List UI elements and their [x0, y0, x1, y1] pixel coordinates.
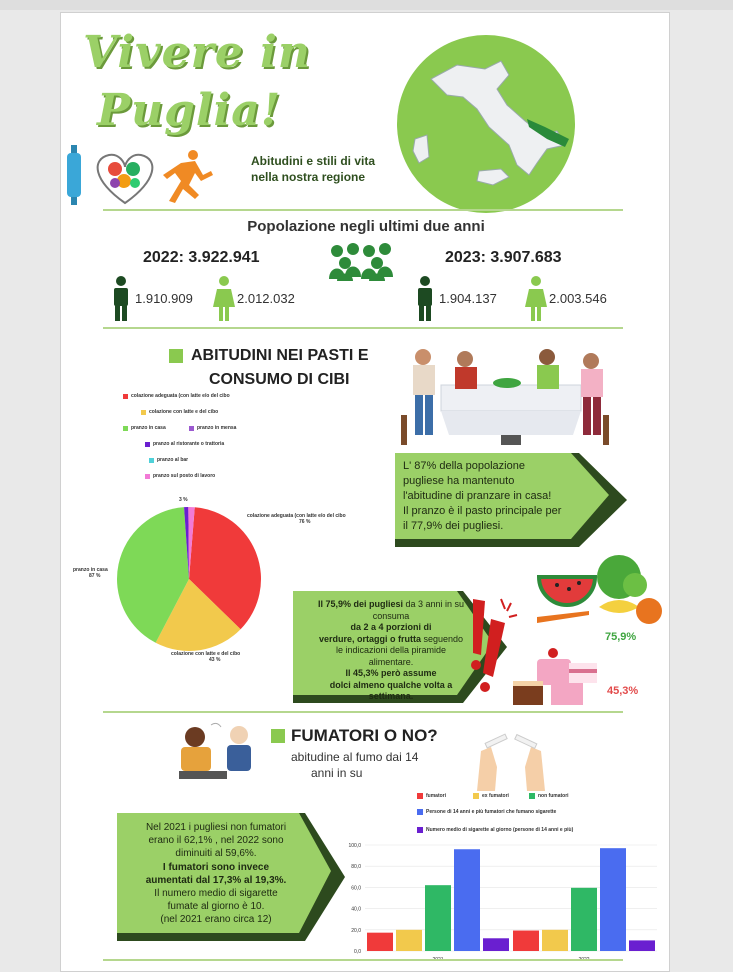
pie-value: 87 [89, 573, 95, 579]
smoking-subtitle-line2: anni in su [311, 766, 363, 780]
bold-text: settimana. [368, 691, 414, 701]
box1-line: pugliese ha mantenuto [403, 475, 515, 487]
bar [629, 940, 655, 951]
meals-box2-text [299, 599, 483, 703]
text: Il numero medio di sigarette [154, 888, 278, 900]
bar-legend-item [529, 793, 569, 799]
y-tick-label: 100,0 [348, 843, 361, 849]
infographic-page [60, 12, 670, 972]
box-line [123, 861, 309, 874]
sweets-illustration [507, 643, 607, 713]
legend-swatch [529, 793, 535, 799]
meals-box1-text [403, 459, 593, 534]
text: consuma [372, 610, 410, 621]
legend-label: colazione adeguata (con latte e/o del cibo [131, 393, 230, 399]
bold-text: dolci almeno qualche volta a [329, 679, 453, 690]
bar-legend-item [417, 793, 446, 799]
bar [483, 938, 509, 951]
pie-legend-item [141, 409, 218, 415]
legend-label: pranzo al bar [157, 457, 189, 463]
subtitle-line2: nella nostra regione [251, 170, 366, 184]
text: (nel 2021 erano circa 12) [160, 914, 272, 926]
pie-label-text: colazione adeguata (con latte e/o del cibo [247, 513, 346, 519]
box-line [299, 645, 483, 657]
bar [542, 930, 568, 951]
pie-legend-item [189, 425, 236, 431]
legend-swatch [123, 426, 128, 431]
box-line [123, 887, 309, 900]
population-heading: Popolazione negli ultimi due anni [247, 218, 485, 235]
female-icon [213, 275, 235, 323]
legend-swatch [473, 793, 479, 799]
pct-veg-value: 75,9% [605, 631, 637, 643]
divider [103, 209, 623, 211]
italy-globe [397, 35, 575, 213]
box-line [299, 680, 483, 692]
pie-unit: % [305, 519, 311, 525]
box-line [299, 691, 483, 703]
pie-label-text: pranzo in casa [73, 567, 108, 573]
bar-legend-item [417, 809, 556, 815]
window-top-bar [0, 0, 733, 10]
female-icon [525, 275, 547, 323]
box-line [299, 634, 483, 646]
box-line [299, 599, 483, 611]
dining-table-illustration [401, 335, 611, 447]
bold-text: Il 45,3% però assume [345, 668, 437, 678]
text: Nel 2021 i pugliesi non fumatori [145, 822, 287, 833]
meals-title-line2: CONSUMO DI CIBI [209, 371, 350, 388]
pie-value: 76 [299, 519, 305, 525]
vegetables-illustration [529, 553, 669, 633]
legend-label: pranzo in mensa [197, 425, 237, 431]
box-line [123, 900, 309, 913]
pie-unit: % [183, 497, 188, 503]
pct-sweets-value: 45,3% [607, 685, 639, 697]
italy-map-icon [397, 35, 575, 213]
pie-legend-item [145, 473, 215, 479]
pie-legend-item [123, 425, 166, 431]
title-line1: Vivere in [83, 27, 311, 78]
pop-2022-male: 1.910.909 [135, 291, 193, 306]
pct-veg [605, 631, 636, 643]
box-line [299, 622, 483, 634]
legend-swatch [417, 809, 423, 815]
box-line [299, 668, 483, 680]
y-tick-label: 80,0 [351, 864, 361, 871]
header-icons [63, 141, 213, 211]
legend-label: fumatori [426, 793, 446, 799]
smoking-subtitle [291, 749, 418, 781]
bar [454, 849, 480, 951]
pie-label-pink [179, 497, 188, 503]
box1-line: L' 87% della popolazione [403, 460, 525, 472]
dumbbell-icon [67, 145, 81, 205]
year-2023-label: 2023: 3.907.683 [445, 249, 562, 266]
box-line [299, 611, 483, 623]
legend-label: Persone di 14 anni e più fumatori che fumano sigarette [426, 809, 557, 815]
smoking-title: FUMATORI O NO? [291, 726, 438, 745]
bar-chart [341, 833, 667, 967]
section-marker [169, 349, 183, 363]
bar-legend-item [473, 793, 509, 799]
bar [367, 933, 393, 951]
bar [425, 885, 451, 951]
box-line [123, 834, 309, 847]
title-line2: Puglia! [97, 85, 282, 136]
section-marker [271, 729, 285, 743]
smoking-box-text [123, 821, 309, 927]
legend-swatch [145, 474, 150, 479]
pie-unit: % [95, 573, 101, 579]
text: le indicazioni della piramide [335, 645, 447, 655]
text: diminuiti al 59,6%. [175, 848, 257, 860]
bold-text: Il 75,9% dei pugliesi [317, 599, 403, 609]
legend-label: Numero medio di sigarette al giorno (persone di 14 anni e più) [426, 827, 574, 833]
male-icon [111, 275, 131, 323]
text: fumate al giorno è 10. [167, 901, 265, 913]
bold-text: aumentati dal 17,3% al 19,3%. [145, 874, 287, 886]
box-line [299, 657, 483, 669]
divider [103, 959, 623, 961]
legend-label: non fumatori [538, 793, 569, 799]
bold-text: I fumatori sono invece [162, 861, 270, 873]
bar [600, 848, 626, 951]
heart-food-icon [98, 155, 153, 203]
subtitle-line1: Abitudini e stili di vita [251, 154, 376, 168]
legend-label: pranzo al ristorante o trattoria [153, 441, 225, 447]
divider [103, 711, 623, 713]
pie-label-red [247, 513, 346, 525]
pie-legend-item [149, 457, 188, 463]
pie-value: 43 [209, 657, 215, 663]
text: da 3 anni in su [402, 599, 465, 609]
bold-text: da 2 a 4 porzioni di [350, 622, 432, 632]
box-line [123, 913, 309, 926]
box1-line: l'abitudine di pranzare in casa! [403, 490, 552, 502]
bar [571, 888, 597, 951]
pop-2023-male: 1.904.137 [439, 291, 497, 306]
legend-swatch [149, 458, 154, 463]
box-line [123, 847, 309, 860]
legend-swatch [189, 426, 194, 431]
y-tick-label: 0,0 [354, 949, 361, 955]
breaking-cigarette-icon [471, 721, 551, 793]
legend-swatch [141, 410, 146, 415]
text: erano il 62,1% , nel 2022 sono [148, 835, 284, 847]
male-icon [415, 275, 435, 323]
pop-2023-female: 2.003.546 [549, 291, 607, 306]
legend-swatch [123, 394, 128, 399]
pie-legend-item [145, 441, 224, 447]
bold-text: verdure, ortaggi o frutta [318, 633, 421, 644]
legend-swatch [145, 442, 150, 447]
smoking-subtitle-line1: abitudine al fumo dai 14 [291, 750, 419, 764]
bar [513, 931, 539, 951]
legend-label: pranzo in casa [131, 425, 166, 431]
box1-line: Il pranzo è il pasto principale per [403, 505, 562, 517]
meals-title-line1: ABITUDINI NEI PASTI E [191, 347, 369, 364]
y-tick-label: 40,0 [351, 906, 361, 913]
box-line [123, 874, 309, 887]
y-tick-label: 60,0 [351, 885, 361, 892]
year-2022-label: 2022: 3.922.941 [143, 249, 260, 266]
pie-value: 3 [179, 497, 182, 503]
runner-icon [163, 150, 213, 203]
y-tick-label: 20,0 [351, 927, 361, 934]
pct-sweets [607, 685, 638, 697]
box-line [123, 821, 309, 834]
box1-line: il 77,9% dei pugliesi. [403, 520, 504, 532]
pie-chart [113, 503, 265, 655]
subtitle [251, 153, 421, 185]
pop-2022-female: 2.012.032 [237, 291, 295, 306]
pie-label-yellow [171, 651, 240, 663]
legend-label: pranzo sul posto di lavoro [153, 473, 216, 479]
legend-label: colazione con latte e del cibo [149, 409, 219, 415]
pie-unit: % [215, 657, 221, 663]
text: seguendo [420, 633, 464, 644]
smoker-illustration [171, 721, 261, 783]
bar [396, 930, 422, 951]
pie-legend-item [123, 393, 230, 399]
legend-label: ex fumatori [482, 793, 509, 799]
group-people-icon [327, 241, 403, 281]
pie-label-green [73, 567, 108, 579]
legend-swatch [417, 793, 423, 799]
pie-label-text: colazione con latte e del cibo [171, 651, 241, 657]
text: alimentare. [368, 656, 414, 667]
divider [103, 327, 623, 329]
